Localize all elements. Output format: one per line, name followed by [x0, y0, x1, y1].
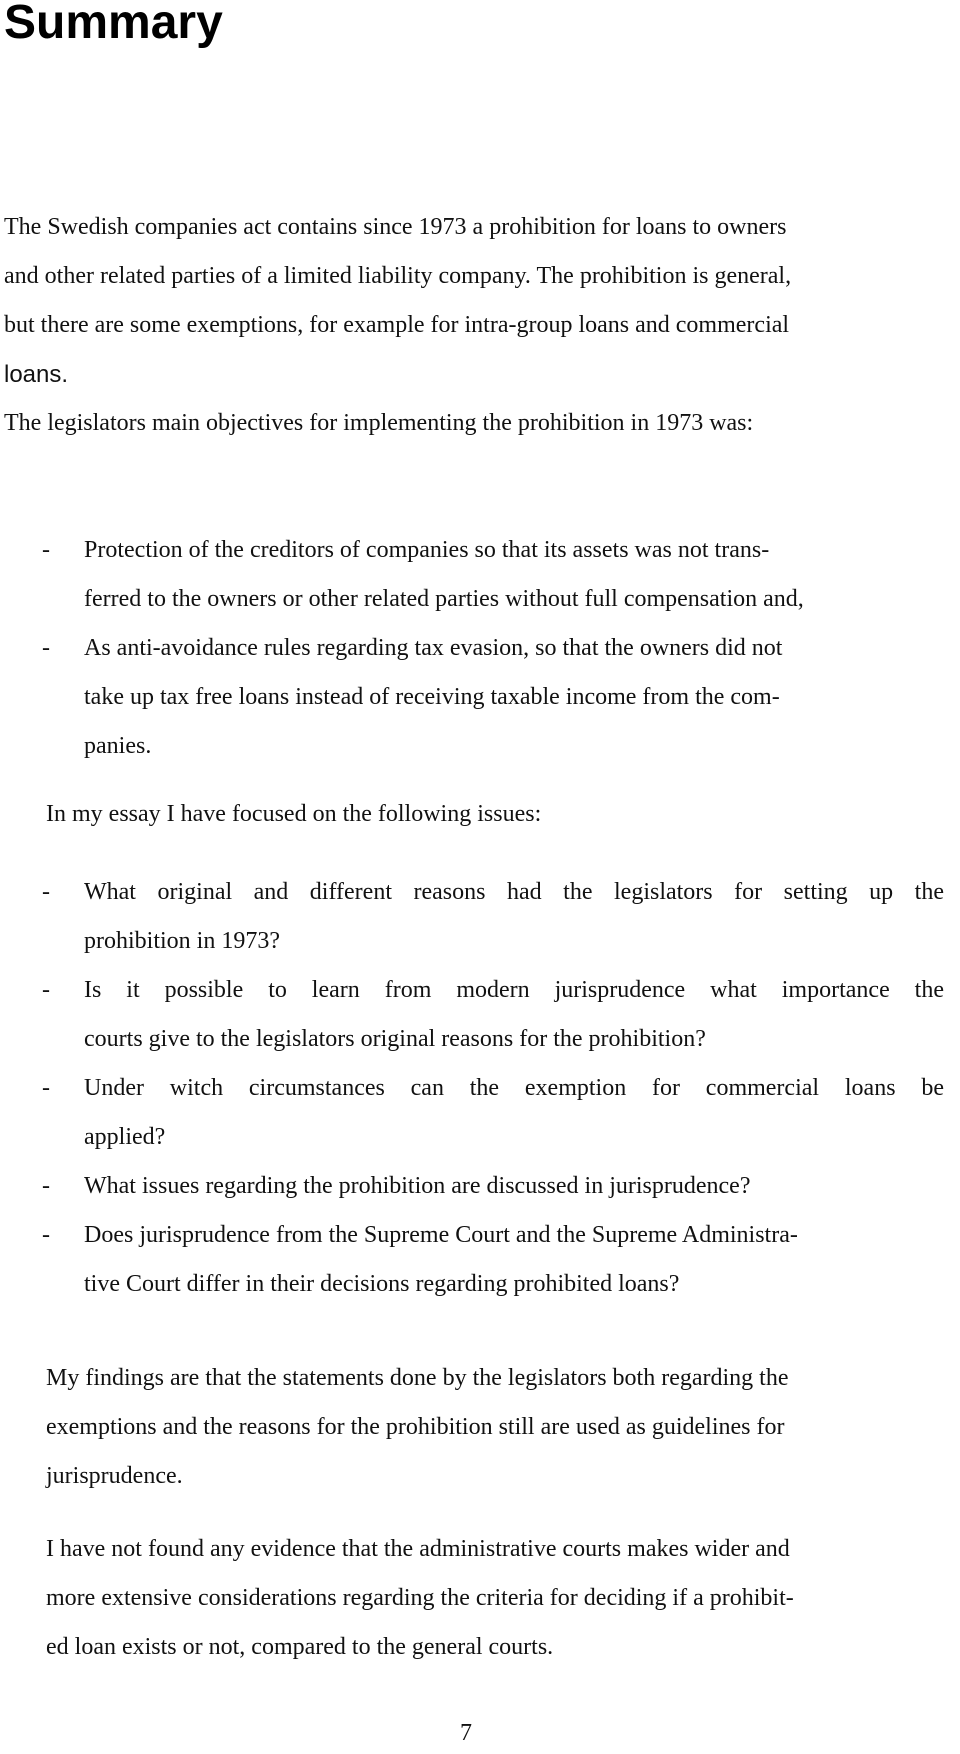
list-item [42, 1162, 944, 1211]
list-dash: - [42, 1075, 50, 1101]
evidence-line: ed loan exists or not, compared to the general courts. [46, 1634, 554, 1660]
list-item-line: What issues regarding the prohibition are discussed in jurisprudence? [84, 1173, 751, 1199]
list-item-line: applied? [84, 1124, 166, 1150]
list-item-line: ferred to the owners or other related parties without full compensation and, [84, 586, 804, 612]
list-dash: - [42, 537, 50, 563]
findings-line: exemptions and the reasons for the prohibition still are used as guidelines for [46, 1414, 785, 1440]
list-item-line: Does jurisprudence from the Supreme Court and the Supreme Administra- [84, 1222, 798, 1248]
list-dash: - [42, 1222, 50, 1248]
list-item [42, 966, 944, 1064]
page-number: 7 [460, 1720, 472, 1746]
list-item-line: prohibition in 1973? [84, 928, 280, 954]
evidence-line: more extensive considerations regarding the criteria for deciding if a prohibit- [46, 1585, 794, 1611]
objectives-intro [4, 399, 753, 448]
evidence-line: I have not found any evidence that the administrative courts makes wider and [46, 1536, 790, 1562]
intro-line: and other related parties of a limited liability company. The prohibition is general, [4, 263, 792, 289]
list-item-line: Is it possible to learn from modern jurisprudence what importance the [84, 977, 944, 1003]
list-item [42, 1211, 944, 1309]
list-item [42, 868, 944, 966]
list-item-line: tive Court differ in their decisions regarding prohibited loans? [84, 1271, 680, 1297]
list-item-line: courts give to the legislators original reasons for the prohibition? [84, 1026, 706, 1052]
list-dash: - [42, 977, 50, 1003]
intro-line: The Swedish companies act contains since 1973 a prohibition for loans to owners [4, 214, 787, 240]
findings-paragraph [46, 1354, 789, 1501]
list-item [42, 526, 944, 624]
list-dash: - [42, 879, 50, 905]
intro-line: loans. [4, 361, 69, 388]
list-item-line: panies. [84, 733, 152, 759]
list-item [42, 1064, 944, 1162]
list-item-line: take up tax free loans instead of receiving taxable income from the com- [84, 684, 780, 710]
list-item-line: Protection of the creditors of companies so that its assets was not trans- [84, 537, 770, 563]
list-dash: - [42, 1173, 50, 1199]
list-item-line: As anti-avoidance rules regarding tax evasion, so that the owners did not [84, 635, 783, 661]
issues-intro-text: In my essay I have focused on the following issues: [46, 801, 542, 827]
list-item-line: Under witch circumstances can the exemption for commercial loans be [84, 1075, 944, 1101]
issues-list [42, 868, 944, 1309]
evidence-paragraph [46, 1525, 794, 1672]
intro-line: but there are some exemptions, for example for intra-group loans and commercial [4, 312, 790, 338]
objectives-list [42, 526, 944, 771]
list-item-line: What original and different reasons had the legislators for setting up the [84, 879, 944, 905]
page-title: Summary [4, 0, 223, 49]
list-item [42, 624, 944, 771]
objectives-intro-text: The legislators main objectives for implementing the prohibition in 1973 was: [4, 410, 754, 436]
intro-paragraph [4, 203, 791, 399]
findings-line: My findings are that the statements done by the legislators both regarding the [46, 1365, 789, 1391]
findings-line: jurisprudence. [46, 1463, 183, 1489]
list-dash: - [42, 635, 50, 661]
issues-intro [46, 790, 541, 839]
